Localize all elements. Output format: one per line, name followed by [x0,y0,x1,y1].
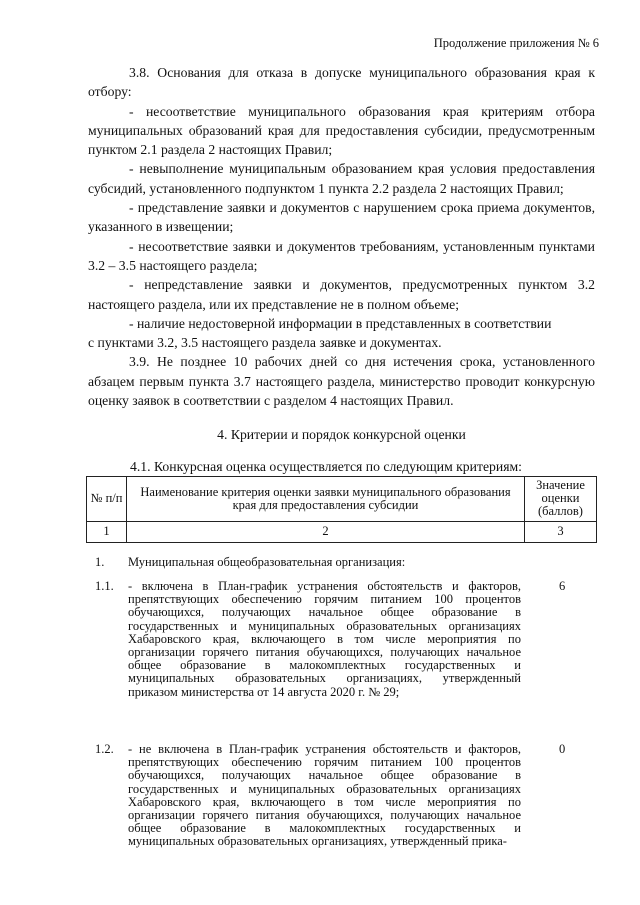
paragraph: с пунктами 3.2, 3.5 настоящего раздела заявке и документах. [88,335,442,351]
table-header-row [87,477,597,522]
header-number: № п/п [87,477,127,522]
row-text: - не включена в План-график устранения обстоятельств и факторов, препятствующих обеспечению горячим питанием 100 процентов обучающихся, получающих начальное общее образование в государственных и муниципальных образовательных организациях Хабаровского края, включающего в том числе мероприятия по организации горячего питания обучающихся, получающих начальное общее образование в малокомплектных государственных и муниципальных образовательных организациях, утвержденный прика- [128,742,521,849]
paragraph: - несоответствие заявки и документов требованиям, установленным пунктами 3.2 – 3.5 настоящего раздела; [88,238,595,273]
paragraph: - невыполнение муниципальным образованием края условия предоставления субсидий, установленного подпунктом 1 пункта 2.2 раздела 2 настоящих Правил; [88,161,595,196]
row-number: 1.2. [95,742,114,756]
criteria-table [86,476,597,543]
column-number-row [87,521,597,542]
page-header: Продолжение приложения № 6 [433,36,599,50]
paragraph: - несоответствие муниципального образования края критериям отбора муниципальных образований края для предоставления субсидии, предусмотренным пунктом 2.1 раздела 2 настоящих Правил; [88,103,595,158]
row-text: Муниципальная общеобразовательная организация: [128,555,406,569]
paragraph: - представление заявки и документов с нарушением срока приема документов, указанного в извещении; [88,200,595,235]
paragraph: 3.8. Основания для отказа в допуске муниципального образования края к отбору: [88,65,595,100]
header-criterion: Наименование критерия оценки заявки муниципального образования края для предоставления субсидии [127,477,525,522]
column-number: 3 [525,521,597,542]
row-value: 6 [559,579,566,593]
row-value: 0 [559,742,566,756]
header-score: Значение оценки (баллов) [525,477,597,522]
column-number: 1 [87,521,127,542]
table-intro: 4.1. Конкурсная оценка осуществляется по следующим критериям: [130,459,522,474]
paragraph: 3.9. Не позднее 10 рабочих дней со дня истечения срока, установленного абзацем первым пункта 3.7 настоящего раздела, министерство проводит конкурсную оценку заявок в соответствии с разделом 4 настоящих Правил. [88,354,595,409]
row-text: - включена в План-график устранения обстоятельств и факторов, препятствующих обеспечению горячим питанием 100 процентов обучающихся, получающих начальное общее образование в государственных и муниципальных образовательных организациях Хабаровского края, включающего в том числе мероприятия по организации горячего питания обучающихся, получающих начальное общее образование в малокомплектных государственных и муниципальных образовательных организациях, утвержденный приказом министерства от 14 августа 2020 г. № 29; [128,579,521,699]
paragraph: - наличие недостоверной информации в представленных в соответствии [129,315,552,331]
paragraph: - непредставление заявки и документов, предусмотренных пунктом 3.2 настоящего раздела, или их представление не в полном объеме; [88,277,595,312]
column-number: 2 [127,521,525,542]
row-number: 1. [95,555,105,569]
body-text [88,63,595,410]
row-number: 1.1. [95,579,114,593]
section-title: 4. Критерии и порядок конкурсной оценки [217,427,466,442]
